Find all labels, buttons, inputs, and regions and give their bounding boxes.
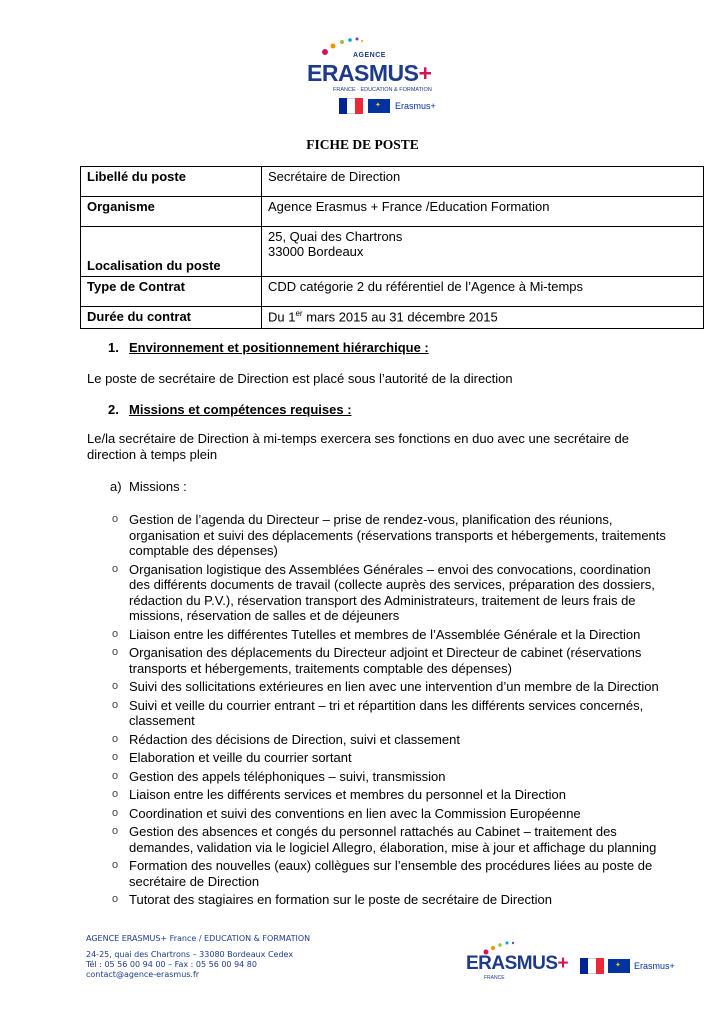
footer-phone: Tél : 05 56 00 94 00 – Fax : 05 56 00 94 80 (86, 960, 257, 969)
bullet-icon: o (112, 825, 119, 837)
mission-text: Tutorat des stagiaires en formation sur le poste de secrétaire de Direction (129, 892, 552, 907)
bullet-icon: o (112, 859, 119, 871)
mission-item (110, 750, 670, 766)
mission-text: Suivi des sollicitations extérieures en lien avec une intervention d’un membre de la Direction (129, 679, 659, 694)
mission-item (110, 806, 670, 822)
address-line-2: 33000 Bordeaux (268, 244, 364, 259)
bullet-icon: o (112, 646, 119, 658)
logo-agence-text: AGENCE (353, 52, 386, 59)
section-title: Missions et compétences requises : (129, 402, 352, 417)
bullet-icon: o (112, 788, 119, 800)
mission-text: Elaboration et veille du courrier sortant (129, 750, 352, 765)
bullet-icon: o (112, 562, 119, 575)
french-republic-flag-icon (580, 958, 604, 974)
missions-letter: a) (110, 479, 122, 494)
mission-text: Rédaction des décisions de Direction, suivi et classement (129, 731, 460, 747)
mission-text: Formation des nouvelles (eaux) collègues sur l’ensemble des procédures liées au poste de secrétaire de Direction (129, 858, 653, 889)
mission-item (110, 769, 670, 785)
mission-item (110, 627, 670, 643)
footer-erasmus-logo (462, 940, 682, 984)
mission-text: Liaison entre les différentes Tutelles et membres de l’Assemblée Générale et la Direction (129, 626, 641, 642)
duration-post: mars 2015 au 31 décembre 2015 (302, 309, 498, 325)
section-number: 2. (108, 402, 119, 417)
mission-text: Gestion des absences et congés du personnel rattachés au Cabinet – traitement des demandes, validation via le logiciel Allegro, élaboration, mise à jour et affichage du planning (129, 824, 657, 855)
section-heading-2 (108, 402, 352, 417)
table-row (81, 197, 704, 227)
mission-item (110, 787, 670, 803)
mission-item (110, 562, 670, 624)
bullet-icon: o (112, 513, 119, 525)
page-title: FICHE DE POSTE (306, 137, 419, 152)
footer-address: 24-25, quai des Chartrons – 33080 Bordeaux Cedex (86, 950, 294, 959)
footer-eu-erasmus-label: Erasmus+ (634, 961, 675, 971)
footer-agency-name: AGENCE ERASMUS+ France / EDUCATION & FORMATION (86, 934, 311, 943)
mission-item (110, 824, 670, 855)
table-row (81, 307, 704, 329)
bullet-icon: o (112, 751, 119, 763)
row-label: Durée du contrat (81, 307, 262, 329)
duration-sup: er (295, 309, 303, 318)
mission-text: Suivi et veille du courrier entrant – tri et répartition dans les différents services concernés, classement (129, 697, 644, 728)
section-1-text: Le poste de secrétaire de Direction est placé sous l’autorité de la direction (87, 371, 513, 386)
address-line-1: 25, Quai des Chartrons (268, 229, 403, 244)
mission-item (110, 858, 670, 889)
logo-flags (339, 98, 436, 114)
footer-email: contact@agence-erasmus.fr (86, 970, 200, 979)
mission-text: Liaison entre les différents services et membres du personnel et la Direction (129, 787, 566, 802)
footer-logo-plus: + (557, 953, 569, 974)
footer-logo-wordmark-text: ERASMUS (466, 953, 558, 974)
row-value: Agence Erasmus + France /Education Formation (262, 197, 704, 227)
section-number: 1. (108, 340, 119, 355)
bullet-icon: o (112, 732, 119, 745)
bullet-icon: o (112, 769, 119, 782)
row-label: Localisation du poste (81, 227, 262, 277)
footer-flags (580, 958, 675, 974)
logo-subtitle: FRANCE · EDUCATION & FORMATION (333, 87, 432, 93)
missions-label: Missions : (129, 479, 187, 494)
job-info-table (80, 166, 704, 329)
section-2-text: Le/la secrétaire de Direction à mi-temps exercera ses fonctions en duo avec une secrétaire de direction à temps plein (87, 431, 629, 462)
mission-item (110, 679, 670, 695)
eu-flag-icon (608, 959, 630, 973)
row-value (262, 227, 704, 277)
mission-item (110, 892, 670, 908)
logo-wordmark (307, 60, 431, 87)
section-heading-1 (108, 340, 429, 355)
erasmus-logo (303, 36, 463, 120)
mission-text: Gestion de l’agenda du Directeur – prise de rendez-vous, planification des réunions, organisation et suivi des déplacements (réservations transports et hébergements, traitements comptable des dépenses) (129, 512, 666, 558)
footer-logo-france: FRANCE (484, 975, 505, 981)
bullet-icon: o (112, 893, 119, 905)
row-value (262, 307, 704, 329)
mission-text: Organisation logistique des Assemblées Générales – envoi des convocations, coordination des différents documents de travail (collecte auprès des services, préparation des dossiers, rédaction du P.V.), réservation transport des Administrateurs, traitement de leurs frais de missions, réservation de salles et de déjeuners (129, 561, 655, 623)
missions-list (110, 512, 670, 911)
mission-text: Gestion des appels téléphoniques – suivi, transmission (129, 768, 446, 784)
logo-plus: + (418, 60, 432, 86)
bullet-icon: o (112, 806, 119, 819)
row-label: Type de Contrat (81, 277, 262, 307)
row-value: Secrétaire de Direction (262, 167, 704, 197)
footer-logo-wordmark (466, 953, 568, 975)
eu-erasmus-label: Erasmus+ (395, 101, 436, 111)
bullet-icon: o (112, 627, 119, 640)
logo-wordmark-text: ERASMUS (307, 60, 419, 86)
missions-heading (110, 479, 187, 494)
table-row (81, 227, 704, 277)
row-value: CDD catégorie 2 du référentiel de l’Agence à Mi-temps (262, 277, 704, 307)
french-republic-flag-icon (339, 98, 363, 114)
eu-flag-icon (368, 99, 390, 113)
row-label: Libellé du poste (81, 167, 262, 197)
row-label: Organisme (81, 197, 262, 227)
mission-item (110, 512, 670, 559)
mission-item (110, 698, 670, 729)
bullet-icon: o (112, 680, 119, 692)
mission-item (110, 645, 670, 676)
table-row (81, 277, 704, 307)
duration-pre: Du 1 (268, 309, 296, 325)
footer-contact (86, 934, 310, 980)
mission-text: Organisation des déplacements du Directeur adjoint et Directeur de cabinet (réservations transports et hébergements, traitements comptable des dépenses) (129, 645, 642, 676)
section-title: Environnement et positionnement hiérarchique : (129, 340, 429, 355)
mission-item (110, 732, 670, 748)
table-row (81, 167, 704, 197)
bullet-icon: o (112, 698, 119, 711)
mission-text: Coordination et suivi des conventions en lien avec la Commission Européenne (129, 805, 581, 821)
